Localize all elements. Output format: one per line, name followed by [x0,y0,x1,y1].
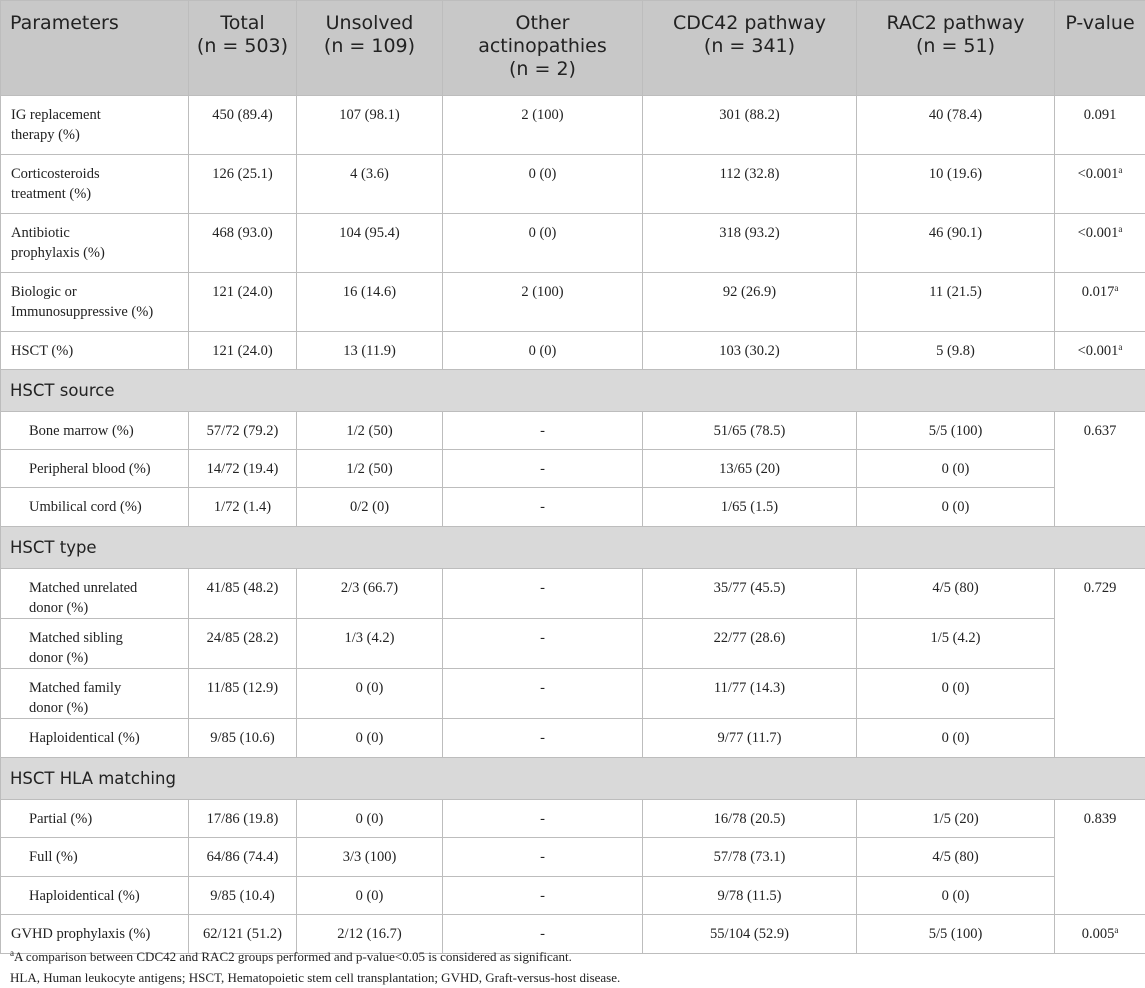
p-value-text: 0.091 [1084,107,1117,123]
row-label-line: Matched unrelated [29,578,188,598]
row-label-line: Partial (%) [29,809,188,829]
table-row [1,332,1145,370]
cell-p-value [1055,800,1145,915]
row-label-line: HSCT (%) [11,341,188,361]
row-label [1,669,189,719]
header-row [1,1,1145,96]
cell-total: 121 (24.0) [189,273,297,332]
header-unsolved [297,1,443,96]
table-row [1,877,1145,915]
row-label [1,332,189,370]
cell-cdc42-pathway: 9/78 (11.5) [643,877,857,915]
table-row [1,96,1145,155]
cell-rac2-pathway: 46 (90.1) [857,214,1055,273]
cell-p-value [1055,332,1145,370]
header-cdc42-pathway [643,1,857,96]
cell-cdc42-pathway: 92 (26.9) [643,273,857,332]
header-line: actinopathies [443,35,642,58]
row-label [1,719,189,758]
cell-rac2-pathway: 5/5 (100) [857,915,1055,954]
row-label [1,214,189,273]
cell-other-actinopathies: - [443,800,643,838]
section-title: HSCT source [1,370,1145,412]
cell-unsolved: 0 (0) [297,719,443,758]
cell-other-actinopathies: - [443,488,643,527]
cell-p-value [1055,273,1145,332]
header-line: Parameters [10,12,188,35]
cell-rac2-pathway: 40 (78.4) [857,96,1055,155]
table-row [1,669,1145,719]
cell-p-value [1055,412,1145,527]
header-line: Other [443,12,642,35]
table-row [1,800,1145,838]
row-label-line: Bone marrow (%) [29,421,188,441]
cell-rac2-pathway: 0 (0) [857,669,1055,719]
cell-p-value [1055,214,1145,273]
cell-total: 62/121 (51.2) [189,915,297,954]
p-value-text: 0.729 [1084,580,1117,596]
cell-total: 121 (24.0) [189,332,297,370]
cell-rac2-pathway: 4/5 (80) [857,838,1055,877]
cell-other-actinopathies: - [443,838,643,877]
cell-rac2-pathway: 0 (0) [857,719,1055,758]
cell-rac2-pathway: 1/5 (20) [857,800,1055,838]
cell-rac2-pathway: 5/5 (100) [857,412,1055,450]
header-line: (n = 109) [297,35,442,58]
p-value-text: 0.839 [1084,811,1117,827]
cell-rac2-pathway: 5 (9.8) [857,332,1055,370]
cell-unsolved: 104 (95.4) [297,214,443,273]
cell-total: 9/85 (10.4) [189,877,297,915]
row-label-line: donor (%) [29,598,188,618]
cell-rac2-pathway: 1/5 (4.2) [857,619,1055,669]
header-rac2-pathway [857,1,1055,96]
cell-total: 468 (93.0) [189,214,297,273]
header-line: CDC42 pathway [643,12,856,35]
p-value-text: <0.001 [1078,225,1119,241]
header-line: Unsolved [297,12,442,35]
cell-unsolved: 1/3 (4.2) [297,619,443,669]
p-value-text: 0.637 [1084,423,1117,439]
row-label [1,800,189,838]
cell-cdc42-pathway: 318 (93.2) [643,214,857,273]
p-value-footnote-mark: a [1118,342,1122,352]
cell-rac2-pathway: 11 (21.5) [857,273,1055,332]
row-label [1,838,189,877]
row-label-line: Peripheral blood (%) [29,459,188,479]
table-row [1,155,1145,214]
cell-total: 9/85 (10.6) [189,719,297,758]
header-line: (n = 2) [443,58,642,81]
table-row [1,569,1145,619]
row-label-line: therapy (%) [11,125,188,145]
header-total [189,1,297,96]
cell-other-actinopathies: - [443,619,643,669]
section-row [1,370,1145,412]
row-label [1,450,189,488]
cell-other-actinopathies: - [443,569,643,619]
cell-cdc42-pathway: 9/77 (11.7) [643,719,857,758]
cell-p-value [1055,96,1145,155]
row-label [1,877,189,915]
p-value-footnote-mark: a [1118,224,1122,234]
section-row [1,758,1145,800]
cell-cdc42-pathway: 16/78 (20.5) [643,800,857,838]
cell-other-actinopathies: 2 (100) [443,273,643,332]
cell-cdc42-pathway: 22/77 (28.6) [643,619,857,669]
cell-cdc42-pathway: 1/65 (1.5) [643,488,857,527]
cell-total: 1/72 (1.4) [189,488,297,527]
row-label-line: GVHD prophylaxis (%) [11,924,188,944]
cell-total: 24/85 (28.2) [189,619,297,669]
cell-cdc42-pathway: 112 (32.8) [643,155,857,214]
footnote-mark: a [10,948,14,958]
cell-other-actinopathies: 2 (100) [443,96,643,155]
cell-rac2-pathway: 10 (19.6) [857,155,1055,214]
cell-other-actinopathies: - [443,450,643,488]
cell-other-actinopathies: - [443,877,643,915]
row-label [1,569,189,619]
cell-total: 11/85 (12.9) [189,669,297,719]
cell-total: 126 (25.1) [189,155,297,214]
row-label-line: Full (%) [29,847,188,867]
row-label [1,273,189,332]
cell-unsolved: 3/3 (100) [297,838,443,877]
table-row [1,719,1145,758]
row-label-line: Haploidentical (%) [29,728,188,748]
footnote-significance [10,946,1140,967]
header-p-value [1055,1,1145,96]
table-row [1,488,1145,527]
row-label-line: Matched family [29,678,188,698]
cell-unsolved: 1/2 (50) [297,412,443,450]
row-label-line: Immunosuppressive (%) [11,302,188,322]
table-header [1,1,1145,96]
cell-unsolved: 13 (11.9) [297,332,443,370]
row-label-line: Umbilical cord (%) [29,497,188,517]
cell-unsolved: 4 (3.6) [297,155,443,214]
row-label [1,488,189,527]
cell-p-value [1055,155,1145,214]
cell-cdc42-pathway: 13/65 (20) [643,450,857,488]
header-line: (n = 503) [189,35,296,58]
cell-unsolved: 107 (98.1) [297,96,443,155]
footnote-abbreviations: HLA, Human leukocyte antigens; HSCT, Hematopoietic stem cell transplantation; GVHD, Graft-versus-host disease. [10,967,1140,988]
section-title: HSCT type [1,527,1145,569]
cell-other-actinopathies: - [443,669,643,719]
cell-unsolved: 0 (0) [297,800,443,838]
cell-other-actinopathies: - [443,412,643,450]
header-other-actinopathies [443,1,643,96]
cell-other-actinopathies: 0 (0) [443,155,643,214]
cell-other-actinopathies: 0 (0) [443,214,643,273]
table-row [1,619,1145,669]
cell-rac2-pathway: 0 (0) [857,450,1055,488]
cell-unsolved: 2/12 (16.7) [297,915,443,954]
row-label-line: Corticosteroids [11,164,188,184]
cell-cdc42-pathway: 35/77 (45.5) [643,569,857,619]
cell-cdc42-pathway: 103 (30.2) [643,332,857,370]
cell-cdc42-pathway: 51/65 (78.5) [643,412,857,450]
row-label [1,155,189,214]
header-line: (n = 341) [643,35,856,58]
table-row [1,838,1145,877]
p-value-text: 0.005 [1082,926,1115,942]
header-parameters [1,1,189,96]
cell-total: 14/72 (19.4) [189,450,297,488]
cell-other-actinopathies: - [443,719,643,758]
row-label-line: prophylaxis (%) [11,243,188,263]
row-label [1,412,189,450]
row-label-line: treatment (%) [11,184,188,204]
cell-rac2-pathway: 0 (0) [857,488,1055,527]
row-label [1,96,189,155]
row-label [1,619,189,669]
row-label-line: Biologic or [11,282,188,302]
table-row [1,450,1145,488]
cell-total: 64/86 (74.4) [189,838,297,877]
row-label-line: donor (%) [29,698,188,718]
cell-total: 17/86 (19.8) [189,800,297,838]
section-row [1,527,1145,569]
cell-other-actinopathies: - [443,915,643,954]
cell-unsolved: 2/3 (66.7) [297,569,443,619]
header-line: P-value [1055,12,1145,35]
p-value-text: 0.017 [1082,284,1115,300]
row-label-line: IG replacement [11,105,188,125]
cell-cdc42-pathway: 55/104 (52.9) [643,915,857,954]
row-label-line: Antibiotic [11,223,188,243]
cell-total: 57/72 (79.2) [189,412,297,450]
cell-cdc42-pathway: 301 (88.2) [643,96,857,155]
table-footnotes [10,946,1140,988]
header-line: (n = 51) [857,35,1054,58]
section-title: HSCT HLA matching [1,758,1145,800]
cell-cdc42-pathway: 11/77 (14.3) [643,669,857,719]
cell-other-actinopathies: 0 (0) [443,332,643,370]
footnote-significance-text: A comparison between CDC42 and RAC2 groups performed and p-value<0.05 is considered as significant. [14,949,572,964]
cell-cdc42-pathway: 57/78 (73.1) [643,838,857,877]
table-row [1,412,1145,450]
p-value-footnote-mark: a [1114,925,1118,935]
cell-p-value [1055,569,1145,758]
header-line: Total [189,12,296,35]
cell-unsolved: 0 (0) [297,669,443,719]
row-label-line: Matched sibling [29,628,188,648]
cell-unsolved: 16 (14.6) [297,273,443,332]
cell-unsolved: 1/2 (50) [297,450,443,488]
table-row [1,273,1145,332]
cell-total: 450 (89.4) [189,96,297,155]
table-body [1,96,1145,954]
cell-rac2-pathway: 4/5 (80) [857,569,1055,619]
cell-total: 41/85 (48.2) [189,569,297,619]
cell-unsolved: 0/2 (0) [297,488,443,527]
row-label-line: donor (%) [29,648,188,668]
p-value-text: <0.001 [1078,343,1119,359]
row-label-line: Haploidentical (%) [29,886,188,906]
p-value-footnote-mark: a [1118,165,1122,175]
p-value-footnote-mark: a [1114,283,1118,293]
table-row [1,214,1145,273]
cell-rac2-pathway: 0 (0) [857,877,1055,915]
p-value-text: <0.001 [1078,166,1119,182]
header-line: RAC2 pathway [857,12,1054,35]
cell-unsolved: 0 (0) [297,877,443,915]
